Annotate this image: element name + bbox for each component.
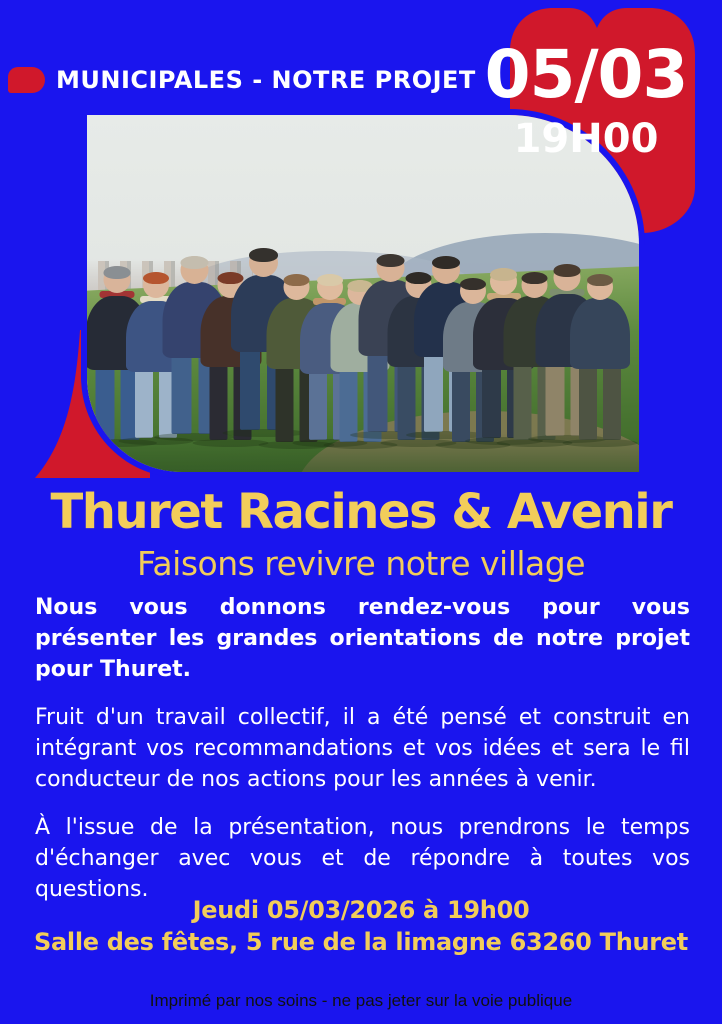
event-details bbox=[0, 895, 722, 958]
person-figure bbox=[570, 274, 630, 442]
body-paragraph: Nous vous donnons rendez-vous pour vous présenter les grandes orientations de notre projet pour Thuret. bbox=[35, 595, 690, 683]
time-badge: 19H00 bbox=[513, 116, 659, 162]
event-place-line: Salle des fêtes, 5 rue de la limagne 63260 Thuret bbox=[34, 927, 688, 956]
photo-people-group bbox=[87, 115, 639, 472]
date-badge: 05/03 bbox=[484, 36, 688, 113]
body-paragraph: Fruit d'un travail collectif, il a été pensé et construit en intégrant vos recommandations et vos idées et sera le fil conducteur de nos actions pour les années à venir. bbox=[35, 705, 690, 793]
team-photo bbox=[87, 115, 639, 472]
page-subtitle: Faisons revivre notre village bbox=[136, 544, 585, 583]
legal-footer: Imprimé par nos soins - ne pas jeter sur la voie publique bbox=[149, 991, 573, 1010]
body-copy bbox=[35, 592, 690, 922]
kicker-label: MUNICIPALES - NOTRE PROJET bbox=[56, 66, 476, 94]
body-paragraph: À l'issue de la présentation, nous prendrons le temps d'échanger avec vous et de répondre à toutes vos questions. bbox=[35, 815, 690, 903]
event-date-line: Jeudi 05/03/2026 à 19h00 bbox=[192, 896, 530, 924]
page-title: Thuret Racines & Avenir bbox=[50, 484, 672, 540]
red-comma-icon bbox=[8, 67, 45, 93]
